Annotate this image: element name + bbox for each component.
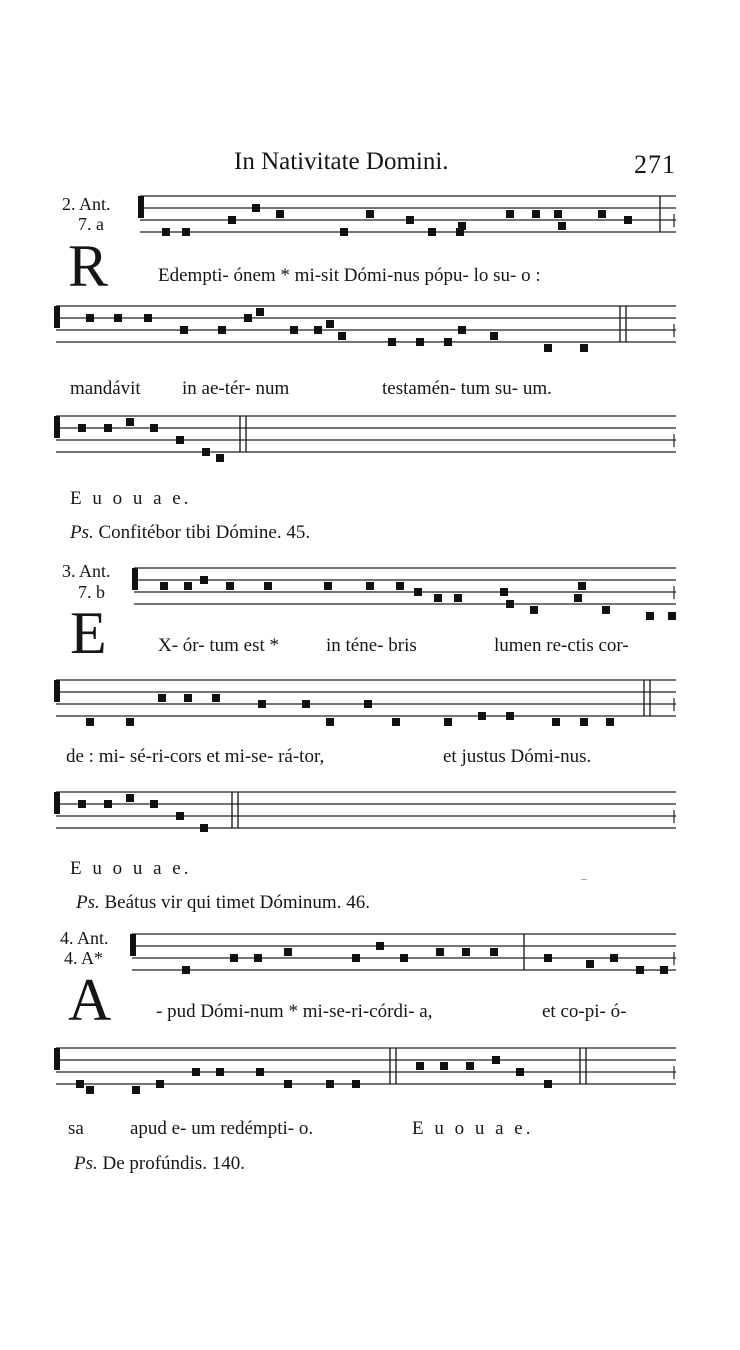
neume-punctum (544, 344, 552, 352)
antiphon-3-initial: E (70, 600, 107, 666)
neume-punctum (434, 594, 442, 602)
antiphon-4-mode: 4. A* (64, 948, 104, 968)
neume-punctum (392, 718, 400, 726)
neume-punctum (258, 700, 266, 708)
neume-punctum (264, 582, 272, 590)
neume-punctum (150, 424, 158, 432)
psalm-label: Ps. (76, 892, 100, 913)
neume-punctum (554, 210, 562, 218)
neume-punctum (158, 694, 166, 702)
neume-punctum (516, 1068, 524, 1076)
neume-punctum (86, 1086, 94, 1094)
antiphon-2-euouae: E u o u a e. (70, 488, 192, 509)
neume-punctum (200, 576, 208, 584)
neume-punctum (352, 1080, 360, 1088)
neume-punctum (606, 718, 614, 726)
neume-punctum (104, 424, 112, 432)
neume-punctum (284, 1080, 292, 1088)
neume-punctum (646, 612, 654, 620)
neume-punctum (492, 1056, 500, 1064)
neume-punctum (126, 794, 134, 802)
neume-punctum (462, 948, 470, 956)
antiphon-2-lyric-line-1: Edempti- ónem * mi-sit Dómi-nus pópu- lo su- o : (158, 265, 541, 286)
scan-speck (581, 879, 587, 880)
neume-punctum (602, 606, 610, 614)
neume-punctum (414, 588, 422, 596)
neume-punctum (668, 612, 676, 620)
psalm-label: Ps. (70, 522, 94, 543)
neume-punctum (284, 948, 292, 956)
neume-punctum (624, 216, 632, 224)
antiphon-4-euouae: E u o u a e. (412, 1118, 534, 1139)
neume-punctum (580, 344, 588, 352)
neume-punctum (180, 326, 188, 334)
antiphon-4-psalm (74, 1153, 245, 1175)
neume-punctum (444, 338, 452, 346)
antiphon-2-number: 2. Ant. (62, 194, 111, 214)
neume-punctum (228, 216, 236, 224)
neume-punctum (636, 966, 644, 974)
neume-punctum (302, 700, 310, 708)
neume-punctum (364, 700, 372, 708)
neume-punctum (132, 1086, 140, 1094)
antiphon-3-lyric-line-1b: in ténе- bris (326, 635, 417, 656)
neume-punctum (338, 332, 346, 340)
antiphon-4-lyric-line-2a: sa (68, 1118, 84, 1139)
page-number: 271 (634, 150, 676, 179)
c-clef-icon (54, 306, 60, 328)
psalm-text: De profúndis. 140. (102, 1153, 245, 1174)
antiphon-2-lyric-line-2c: testamén- tum su- um. (382, 378, 552, 399)
neume-punctum (290, 326, 298, 334)
antiphon-3-mode: 7. b (78, 582, 105, 602)
neume-punctum (126, 718, 134, 726)
neume-punctum (226, 582, 234, 590)
neume-punctum (454, 594, 462, 602)
neume-punctum (162, 228, 170, 236)
neume-punctum (144, 314, 152, 322)
neume-punctum (156, 1080, 164, 1088)
neume-punctum (574, 594, 582, 602)
psalm-text: Beátus vir qui timet Dóminum. 46. (104, 892, 370, 913)
neume-punctum (212, 694, 220, 702)
neume-punctum (314, 326, 322, 334)
neume-punctum (230, 954, 238, 962)
neume-punctum (400, 954, 408, 962)
neume-punctum (126, 418, 134, 426)
neume-punctum (324, 582, 332, 590)
neume-punctum (444, 718, 452, 726)
antiphon-2-lyric-line-2a: mandávit (70, 378, 141, 399)
neume-punctum (532, 210, 540, 218)
c-clef-icon (132, 568, 138, 590)
neume-punctum (376, 942, 384, 950)
neume-punctum (182, 966, 190, 974)
antiphon-4-initial: A (68, 967, 112, 1033)
page-title: In Nativitate Domini. (234, 148, 449, 175)
neume-punctum (78, 424, 86, 432)
neume-punctum (104, 800, 112, 808)
c-clef-icon (138, 196, 144, 218)
neume-punctum (506, 600, 514, 608)
neume-punctum (436, 948, 444, 956)
neume-punctum (552, 718, 560, 726)
neume-punctum (76, 1080, 84, 1088)
neume-punctum (416, 338, 424, 346)
antiphon-4-lyric-line-1a: - pud Dómi-num * mi-se-ri-córdi- a, (156, 1001, 433, 1022)
neume-punctum (530, 606, 538, 614)
psalm-text: Confitébor tibi Dómine. 45. (98, 522, 311, 543)
neume-punctum (544, 954, 552, 962)
neume-punctum (610, 954, 618, 962)
neume-punctum (440, 1062, 448, 1070)
c-clef-icon (130, 934, 136, 956)
neume-punctum (506, 210, 514, 218)
neume-punctum (216, 454, 224, 462)
antiphon-2-lyric-line-2b: in ae-tér- num (182, 378, 290, 399)
neume-punctum (216, 1068, 224, 1076)
neume-punctum (598, 210, 606, 218)
neume-punctum (176, 436, 184, 444)
neume-punctum (202, 448, 210, 456)
neume-punctum (458, 222, 466, 230)
neume-punctum (256, 1068, 264, 1076)
neume-punctum (478, 712, 486, 720)
neume-punctum (176, 812, 184, 820)
neume-punctum (182, 228, 190, 236)
antiphon-2-initial: R (68, 233, 109, 299)
neume-punctum (544, 1080, 552, 1088)
antiphon-3-euouae: E u o u a e. (70, 858, 192, 879)
neume-punctum (490, 948, 498, 956)
neume-punctum (558, 222, 566, 230)
neume-punctum (218, 326, 226, 334)
neume-punctum (366, 582, 374, 590)
neume-punctum (200, 824, 208, 832)
antiphon-2-psalm (70, 522, 310, 544)
neume-punctum (428, 228, 436, 236)
neume-punctum (660, 966, 668, 974)
neume-punctum (458, 326, 466, 334)
c-clef-icon (54, 680, 60, 702)
neume-punctum (326, 1080, 334, 1088)
c-clef-icon (54, 416, 60, 438)
neume-punctum (86, 718, 94, 726)
c-clef-icon (54, 792, 60, 814)
neume-punctum (244, 314, 252, 322)
neume-punctum (366, 210, 374, 218)
antiphon-4-number: 4. Ant. (60, 928, 109, 948)
neume-punctum (184, 582, 192, 590)
neume-punctum (78, 800, 86, 808)
neume-punctum (506, 712, 514, 720)
neume-punctum (340, 228, 348, 236)
neume-punctum (500, 588, 508, 596)
antiphon-3-number: 3. Ant. (62, 561, 111, 581)
neume-punctum (192, 1068, 200, 1076)
neume-punctum (160, 582, 168, 590)
neume-punctum (326, 320, 334, 328)
antiphon-3-lyric-line-2a: de : mi- sé-ri-cors et mi-se- rá-tor, (66, 746, 325, 767)
neume-punctum (254, 954, 262, 962)
neume-punctum (352, 954, 360, 962)
neume-punctum (256, 308, 264, 316)
neume-punctum (578, 582, 586, 590)
neume-punctum (490, 332, 498, 340)
neume-punctum (184, 694, 192, 702)
neume-punctum (586, 960, 594, 968)
antiphon-3-lyric-line-1c: lumen re-ctis cor- (494, 635, 629, 656)
antiphon-4-lyric-line-1b: et co-pi- ó- (542, 1001, 627, 1022)
neume-punctum (466, 1062, 474, 1070)
antiphon-3-lyric-line-2b: et justus Dómi-nus. (443, 746, 592, 767)
neume-punctum (388, 338, 396, 346)
antiphon-2-mode: 7. a (78, 214, 104, 234)
c-clef-icon (54, 1048, 60, 1070)
neume-punctum (252, 204, 260, 212)
neume-punctum (416, 1062, 424, 1070)
psalm-label: Ps. (74, 1153, 98, 1174)
neume-punctum (396, 582, 404, 590)
neume-punctum (406, 216, 414, 224)
neume-punctum (580, 718, 588, 726)
neume-punctum (326, 718, 334, 726)
neume-punctum (150, 800, 158, 808)
neume-punctum (86, 314, 94, 322)
antiphon-3-lyric-line-1a: X- ór- tum est * (158, 635, 279, 656)
antiphon-4-lyric-line-2b: apud e- um redémpti- o. (130, 1118, 314, 1139)
neume-punctum (276, 210, 284, 218)
neume-punctum (114, 314, 122, 322)
antiphon-3-psalm (76, 892, 370, 914)
